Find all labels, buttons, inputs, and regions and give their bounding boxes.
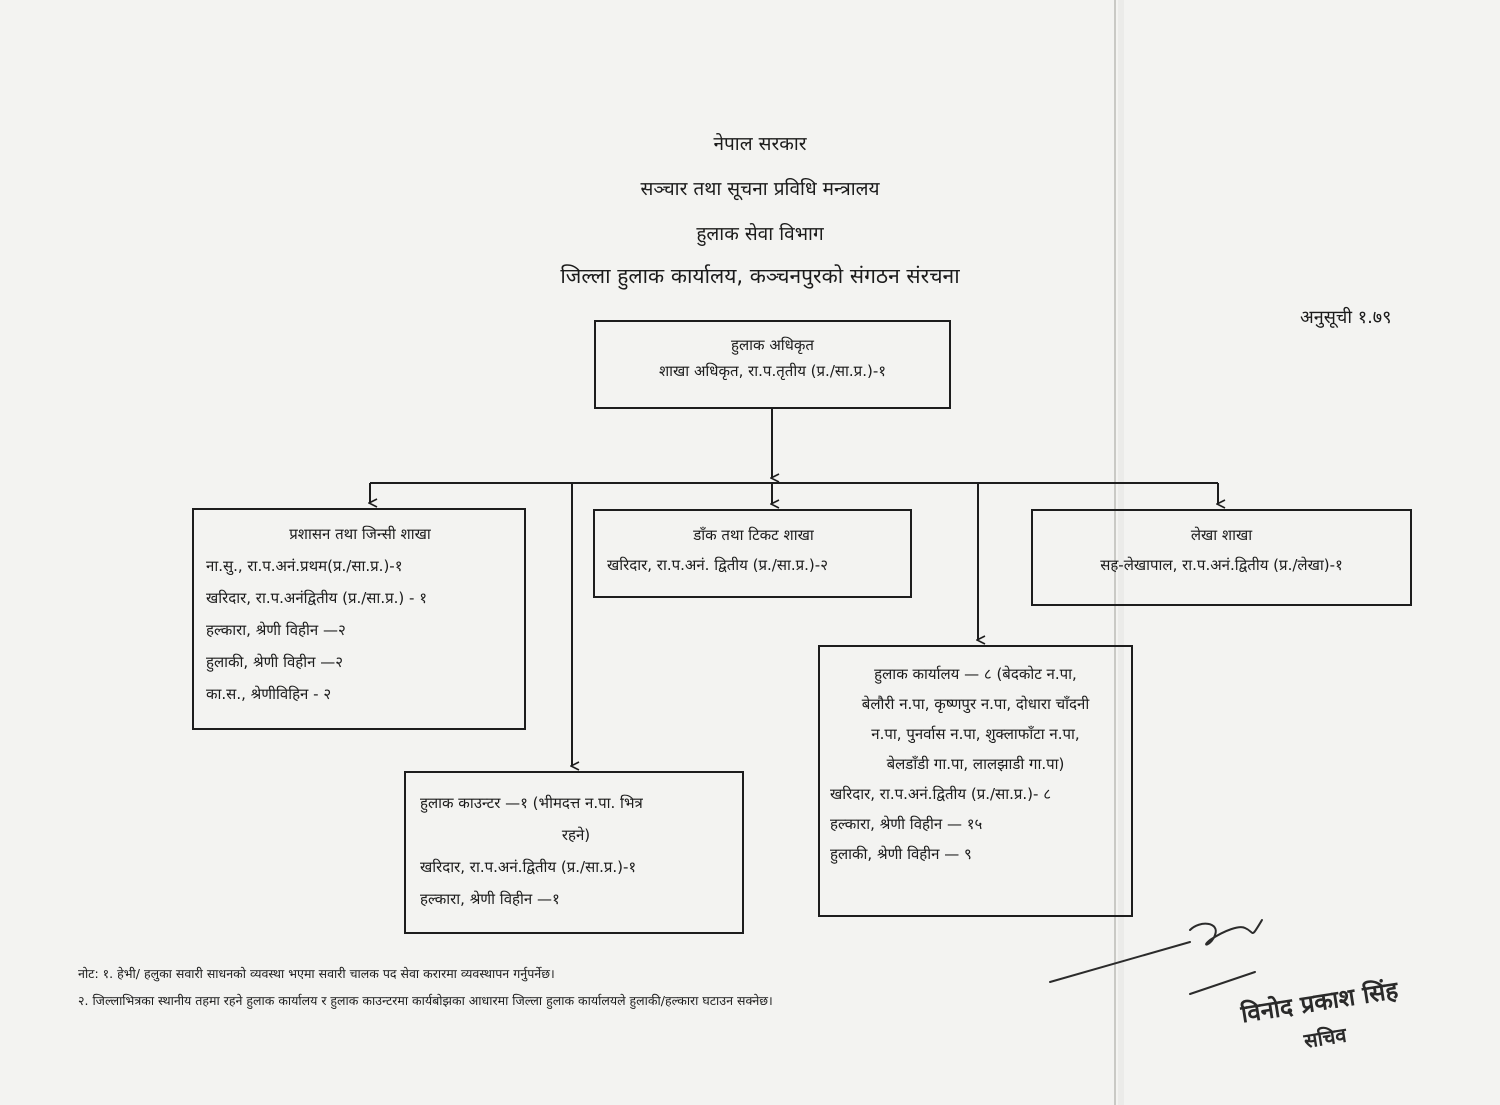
accounts-branch-post: सह-लेखापाल, रा.प.अनं.द्वितीय (प्र./लेखा)-१ bbox=[1100, 556, 1343, 574]
postal-counter-line: रहने) bbox=[561, 826, 591, 844]
dak-ticket-branch-post: खरिदार, रा.प.अनं. द्वितीय (प्र./सा.प्र.)-२ bbox=[607, 556, 828, 574]
admin-branch-post: ना.सु., रा.प.अनं.प्रथम(प्र./सा.प्र.)-१ bbox=[206, 557, 403, 575]
postal-counter-box bbox=[404, 771, 744, 934]
dak-ticket-branch-title: डाँक तथा टिकट शाखा bbox=[693, 526, 814, 544]
footnote-1: नोट: १. हेभी/ हलुका सवारी साधनको व्यवस्था भएमा सवारी चालक पद सेवा करारमा व्यवस्थापन गर्नुपर्नेछ। bbox=[78, 966, 555, 981]
post-offices-post: हुलाकी, श्रेणी विहीन — ९ bbox=[830, 845, 972, 863]
postal-counter-post: हल्कारा, श्रेणी विहीन —१ bbox=[420, 890, 560, 908]
footnote-2: २. जिल्लाभित्रका स्थानीय तहमा रहने हुलाक कार्यालय र हुलाक काउन्टरमा कार्यबोझका आधारमा जिल्ला हुलाक कार्यालयले हुलाकी/हल्कारा घटाउन सक्नेछ। bbox=[78, 993, 773, 1008]
chief-officer-box bbox=[594, 320, 951, 409]
chief-officer-title: हुलाक अधिकृत bbox=[731, 336, 814, 354]
admin-branch-post: का.स., श्रेणीविहिन - २ bbox=[206, 685, 332, 703]
chief-officer-post: शाखा अधिकृत, रा.प.तृतीय (प्र./सा.प्र.)-१ bbox=[658, 362, 887, 380]
footnotes bbox=[78, 960, 773, 1014]
postal-counter-post: खरिदार, रा.प.अनं.द्वितीय (प्र./सा.प्र.)-१ bbox=[420, 858, 637, 876]
header-chart-title: जिल्ला हुलाक कार्यालय, कञ्चनपुरको संगठन संरचना bbox=[560, 264, 960, 288]
signatory-designation: सचिव bbox=[1302, 1022, 1349, 1053]
admin-branch-title: प्रशासन तथा जिन्सी शाखा bbox=[289, 525, 431, 543]
post-offices-post: खरिदार, रा.प.अनं.द्वितीय (प्र./सा.प्र.)- ८ bbox=[830, 785, 1051, 803]
annex-number: अनुसूची १.७९ bbox=[1300, 307, 1392, 328]
admin-branch-box bbox=[192, 508, 526, 730]
accounts-branch-title: लेखा शाखा bbox=[1190, 526, 1253, 544]
accounts-branch-box bbox=[1031, 509, 1412, 606]
admin-branch-post: हुलाकी, श्रेणी विहीन —२ bbox=[206, 653, 344, 671]
header-department: हुलाक सेवा विभाग bbox=[696, 223, 824, 245]
post-offices-post: हल्कारा, श्रेणी विहीन — १५ bbox=[830, 815, 983, 833]
post-offices-box bbox=[818, 645, 1133, 917]
post-offices-line: न.पा, पुनर्वास न.पा, शुक्लाफाँटा न.पा, bbox=[871, 725, 1080, 743]
admin-branch-post: हल्कारा, श्रेणी विहीन —२ bbox=[206, 621, 346, 639]
post-offices-line: हुलाक कार्यालय — ८ (बेदकोट न.पा, bbox=[874, 665, 1077, 683]
post-offices-line: बेलडाँडी गा.पा, लालझाडी गा.पा) bbox=[886, 755, 1065, 773]
signature-scribble bbox=[1040, 890, 1300, 1000]
dak-ticket-branch-box bbox=[593, 509, 912, 598]
header-government: नेपाल सरकार bbox=[713, 133, 807, 155]
signatory-name: विनोद प्रकाश सिंह bbox=[1239, 975, 1400, 1029]
post-offices-line: बेलौरी न.पा, कृष्णपुर न.पा, दोधारा चाँदनी bbox=[861, 695, 1090, 713]
header-ministry: सञ्चार तथा सूचना प्रविधि मन्त्रालय bbox=[640, 178, 880, 200]
admin-branch-post: खरिदार, रा.प.अनंद्वितीय (प्र./सा.प्र.) - १ bbox=[206, 589, 427, 607]
postal-counter-line: हुलाक काउन्टर —१ (भीमदत्त न.पा. भित्र bbox=[420, 794, 643, 812]
